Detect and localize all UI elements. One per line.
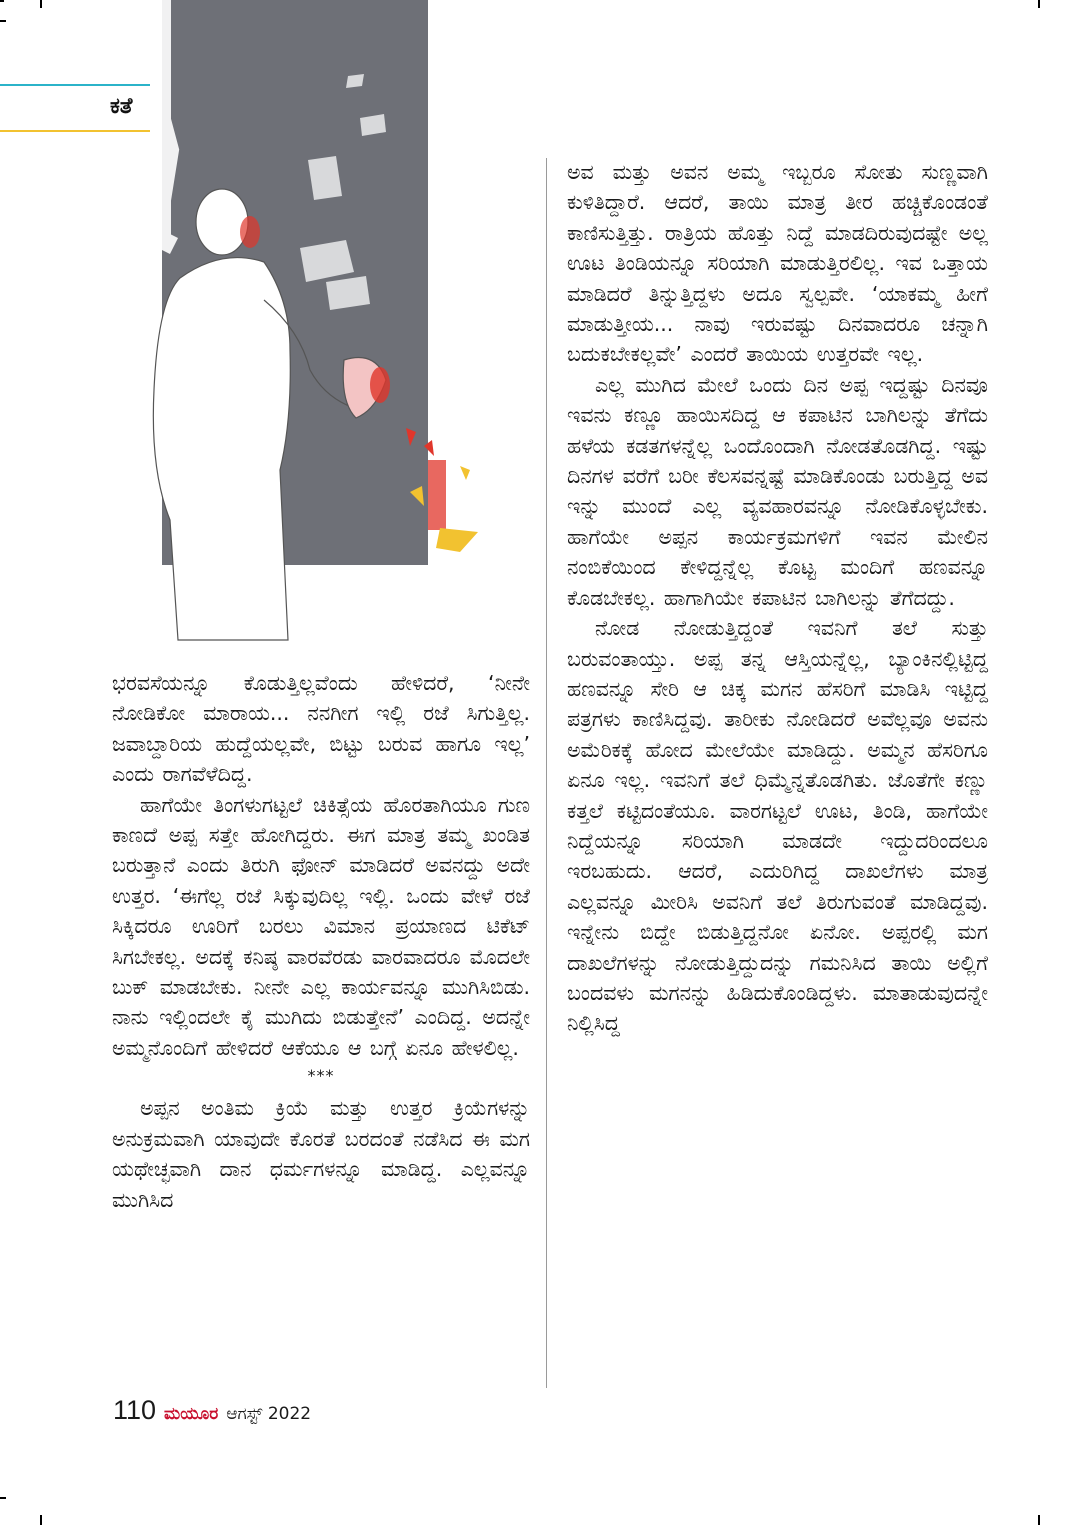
paragraph: ಹಾಗೆಯೇ ತಿಂಗಳುಗಟ್ಟಲೆ ಚಿಕಿತ್ಸೆಯ ಹೊರತಾಗಿಯೂ ಗುಣ ಕಾಣದೆ ಅಪ್ಪ ಸತ್ತೇ ಹೋಗಿದ್ದರು. ಈಗ ಮಾತ್ರ ತಮ್ಮ ಖಂಡಿತ ಬರುತ್ತಾನೆ ಎಂದು ತಿರುಗಿ ಫೋನ್ ಮಾಡಿದರೆ ಅವನದ್ದು ಅದೇ ಉತ್ತರ. ‘ಈಗೆಲ್ಲ ರಜೆ ಸಿಕ್ಕುವುದಿಲ್ಲ ಇಲ್ಲಿ. ಒಂದು ವೇಳೆ ರಜೆ ಸಿಕ್ಕಿದರೂ ಊರಿಗೆ ಬರಲು ವಿಮಾನ ಪ್ರಯಾಣದ ಟಿಕೆಟ್ ಸಿಗಬೇಕಲ್ಲ. ಅದಕ್ಕೆ ಕನಿಷ್ಠ ವಾರವೆರಡು ವಾರವಾದರೂ ಮೊದಲೇ ಬುಕ್ ಮಾಡಬೇಕು. ನೀನೇ ಎಲ್ಲ ಕಾರ್ಯವನ್ನೂ ಮುಗಿಸಿಬಿಡು. ನಾನು ಇಲ್ಲಿಂದಲೇ ಕೈ ಮುಗಿದು ಬಿಡುತ್ತೇನೆ’ ಎಂದಿದ್ದ. ಅದನ್ನೇ ಅಮ್ಮನೊಂದಿಗೆ ಹೇಳಿದರೆ ಆಕೆಯೂ ಆ ಬಗ್ಗೆ ಏನೂ ಹೇಳಲಿಲ್ಲ. <box>112 792 530 1060</box>
crop-mark <box>1038 0 1040 8</box>
left-column <box>112 668 530 1215</box>
paragraph: ಅವ ಮತ್ತು ಅವನ ಅಮ್ಮ ಇಬ್ಬರೂ ಸೋತು ಸುಣ್ಣವಾಗಿ ಕುಳಿತಿದ್ದಾರೆ. ಆದರೆ, ತಾಯಿ ಮಾತ್ರ ತೀರ ಹಚ್ಚಿಕೊಂಡಂತೆ ಕಾಣಿಸುತ್ತಿತ್ತು. ರಾತ್ರಿಯ ಹೊತ್ತು ನಿದ್ದೆ ಮಾಡದಿರುವುದಷ್ಟೇ ಅಲ್ಲ ಊಟ ತಿಂಡಿಯನ್ನೂ ಸರಿಯಾಗಿ ಮಾಡುತ್ತಿರಲಿಲ್ಲ. ಇವ ಒತ್ತಾಯ ಮಾಡಿದರೆ ತಿನ್ನುತ್ತಿದ್ದಳು ಅದೂ ಸ್ವಲ್ಪವೇ. ‘ಯಾಕಮ್ಮ ಹೀಗೆ ಮಾಡುತ್ತೀಯ... ನಾವು ಇರುವಷ್ಟು ದಿನವಾದರೂ ಚನ್ನಾಗಿ ಬದುಕಬೇಕಲ್ಲವೇ’ ಎಂದರೆ ತಾಯಿಯ ಉತ್ತರವೇ ಇಲ್ಲ. <box>567 160 988 367</box>
paragraph: ಎಲ್ಲ ಮುಗಿದ ಮೇಲೆ ಒಂದು ದಿನ ಅಪ್ಪ ಇದ್ದಷ್ಟು ದಿನವೂ ಇವನು ಕಣ್ಣೂ ಹಾಯಿಸದಿದ್ದ ಆ ಕಪಾಟಿನ ಬಾಗಿಲನ್ನು ತೆಗೆದು ಹಳೆಯ ಕಡತಗಳನ್ನೆಲ್ಲ ಒಂದೊಂದಾಗಿ ನೋಡತೊಡಗಿದ್ದ. ಇಷ್ಟು ದಿನಗಳ ವರೆಗೆ ಬರೀ ಕೆಲಸವನ್ನಷ್ಟೆ ಮಾಡಿಕೊಂಡು ಬರುತ್ತಿದ್ದ ಅವ ಇನ್ನು ಮುಂದೆ ಎಲ್ಲ ವ್ಯವಹಾರವನ್ನೂ ನೋಡಿಕೊಳ್ಳಬೇಕು. ಹಾಗೆಯೇ ಅಪ್ಪನ ಕಾರ್ಯಕ್ರಮಗಳಿಗೆ ಇವನ ಮೇಲಿನ ನಂಬಿಕೆಯಿಂದ ಕೇಳಿದ್ದನ್ನೆಲ್ಲ ಕೊಟ್ಟ ಮಂದಿಗೆ ಹಣವನ್ನೂ ಕೊಡಬೇಕಲ್ಲ. ಹಾಗಾಗಿಯೇ ಕಪಾಟಿನ ಬಾಗಿಲನ್ನು ತೆಗೆದದ್ದು. <box>567 372 988 610</box>
magazine-logo: ಮಯೂರ <box>164 1404 219 1424</box>
issue-date: ಆಗಸ್ಟ್ 2022 <box>226 1404 312 1424</box>
crop-mark <box>40 1515 42 1525</box>
paragraph: ಅಪ್ಪನ ಅಂತಿಮ ಕ್ರಿಯೆ ಮತ್ತು ಉತ್ತರ ಕ್ರಿಯೆಗಳನ್ನು ಅನುಕ್ರಮವಾಗಿ ಯಾವುದೇ ಕೊರತೆ ಬರದಂತೆ ನಡೆಸಿದ ಈ ಮಗ ಯಥೇಚ್ಛವಾಗಿ ದಾನ ಧರ್ಮಗಳನ್ನೂ ಮಾಡಿದ್ದ. ಎಲ್ಲವನ್ನೂ ಮುಗಿಸಿದ <box>112 1096 530 1212</box>
folio <box>113 1395 311 1431</box>
section-label: ಕತೆ <box>110 94 133 119</box>
crop-mark <box>0 0 4 2</box>
brush-streaks <box>450 0 499 110</box>
section-separator: *** <box>307 1066 335 1086</box>
cyan-rule <box>0 84 150 86</box>
right-column <box>567 157 988 1039</box>
paragraph: ನೋಡ ನೋಡುತ್ತಿದ್ದಂತೆ ಇವನಿಗೆ ತಲೆ ಸುತ್ತು ಬರುವಂತಾಯ್ತು. ಅಪ್ಪ ತನ್ನ ಆಸ್ತಿಯನ್ನೆಲ್ಲ, ಬ್ಯಾಂಕಿನಲ್ಲಿಟ್ಟಿದ್ದ ಹಣವನ್ನೂ ಸೇರಿ ಆ ಚಿಕ್ಕ ಮಗನ ಹೆಸರಿಗೆ ಮಾಡಿಸಿ ಇಟ್ಟಿದ್ದ ಪತ್ರಗಳು ಕಾಣಿಸಿದ್ದವು. ತಾರೀಕು ನೋಡಿದರೆ ಅವೆಲ್ಲವೂ ಅವನು ಅಮೆರಿಕಕ್ಕೆ ಹೋದ ಮೇಲೆಯೇ ಮಾಡಿದ್ದು. ಅಮ್ಮನ ಹೆಸರಿಗೂ ಏನೂ ಇಲ್ಲ. ಇವನಿಗೆ ತಲೆ ಧಿಮ್ಮೆನ್ನತೊಡಗಿತು. ಜೊತೆಗೇ ಕಣ್ಣು ಕತ್ತಲೆ ಕಟ್ಟಿದಂತೆಯೂ. ವಾರಗಟ್ಟಲೆ ಊಟ, ತಿಂಡಿ, ಹಾಗೆಯೇ ನಿದ್ದೆಯನ್ನೂ ಸರಿಯಾಗಿ ಮಾಡದೇ ಇದ್ದುದರಿಂದಲೂ ಇರಬಹುದು. ಆದರೆ, ಎದುರಿಗಿದ್ದ ದಾಖಲೆಗಳು ಮಾತ್ರ ಎಲ್ಲವನ್ನೂ ಮೀರಿಸಿ ಅವನಿಗೆ ತಲೆ ತಿರುಗುವಂತೆ ಮಾಡಿದ್ದವು. ಇನ್ನೇನು ಬಿದ್ದೇ ಬಿಡುತ್ತಿದ್ದನೋ ಏನೋ. ಅಪ್ಪರಲ್ಲಿ ಮಗ ದಾಖಲೆಗಳನ್ನು ನೋಡುತ್ತಿದ್ದುದನ್ನು ಗಮನಿಸಿದ ತಾಯಿ ಅಲ್ಲಿಗೆ ಬಂದವಳು ಮಗನನ್ನು ಹಿಡಿದುಕೊಂಡಿದ್ದಳು. ಮಾತಾಡುವುದನ್ನೇ ನಿಲ್ಲಿಸಿದ್ದ <box>567 616 988 1036</box>
man-at-door-illustration-icon <box>140 0 520 660</box>
crop-mark <box>40 0 42 8</box>
crop-mark <box>1038 1515 1040 1525</box>
crop-mark <box>0 20 6 22</box>
page-number: 110 <box>113 1395 157 1425</box>
crop-mark <box>0 1497 6 1499</box>
gold-rule <box>0 130 150 132</box>
column-divider <box>546 158 547 1388</box>
paragraph: ಭರವಸೆಯನ್ನೂ ಕೊಡುತ್ತಿಲ್ಲವೆಂದು ಹೇಳಿದರೆ, ‘ನೀನೇ ನೋಡಿಕೋ ಮಾರಾಯ... ನನಗೀಗ ಇಲ್ಲಿ ರಜೆ ಸಿಗುತ್ತಿಲ್ಲ. ಜವಾಬ್ದಾರಿಯ ಹುದ್ದೆಯಲ್ಲವೇ, ಬಿಟ್ಟು ಬರುವ ಹಾಗೂ ಇಲ್ಲ’ ಎಂದು ರಾಗವೆಳೆದಿದ್ದ. <box>112 671 530 787</box>
